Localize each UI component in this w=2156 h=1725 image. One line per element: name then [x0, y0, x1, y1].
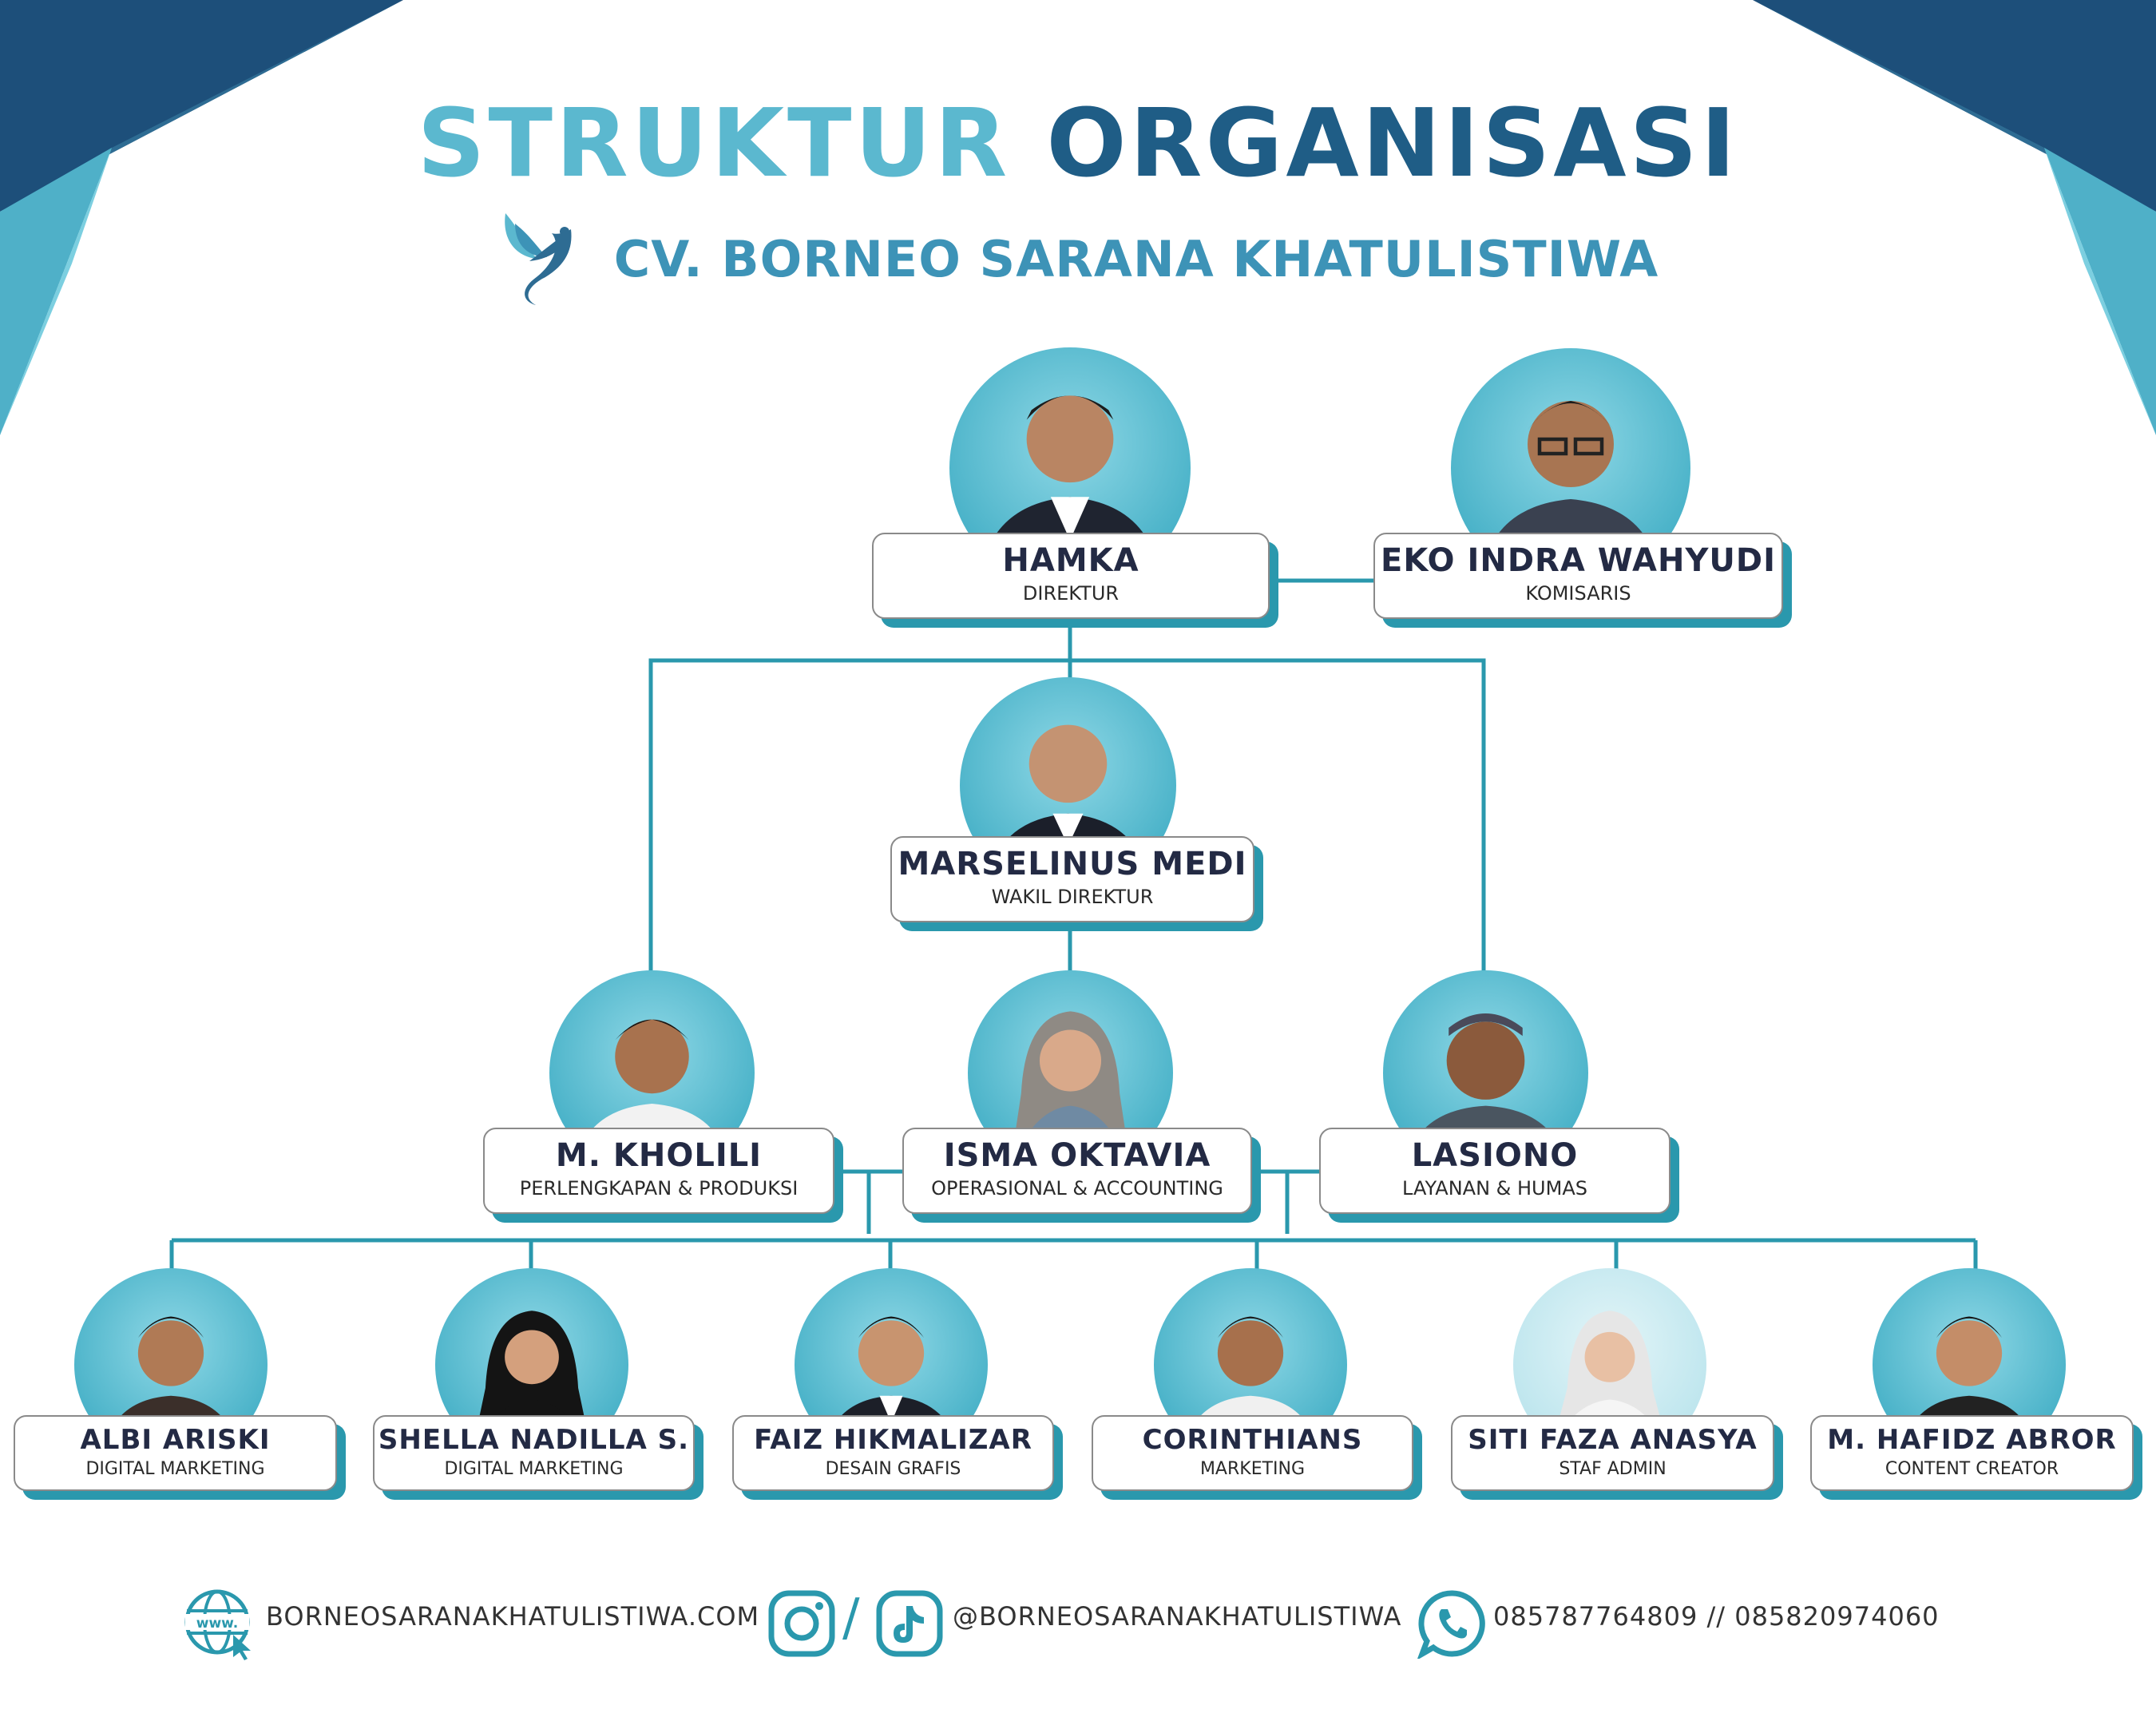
instagram-icon[interactable] — [767, 1588, 837, 1659]
website-link[interactable]: BORNEOSARANAKHATULISTIWA.COM — [266, 1601, 760, 1632]
name-staff-6: M. HAFIDZ ABROR — [1827, 1424, 2117, 1456]
name-staff-5: SITI FAZA ANASYA — [1468, 1424, 1758, 1456]
card-staff-3 — [732, 1415, 1054, 1491]
footer — [0, 1577, 2156, 1657]
name-staff-4: CORINTHIANS — [1142, 1424, 1363, 1456]
globe-www-icon[interactable] — [182, 1587, 256, 1660]
card-staff-2 — [373, 1415, 695, 1491]
card-manager-3 — [1319, 1128, 1671, 1214]
tiktok-icon[interactable] — [874, 1588, 945, 1659]
name-manager-2: ISMA OKTAVIA — [943, 1137, 1211, 1174]
whatsapp-icon[interactable] — [1417, 1588, 1488, 1659]
card-manager-2 — [902, 1128, 1252, 1214]
name-manager-1: M. KHOLILI — [555, 1137, 763, 1174]
role-staff-6: CONTENT CREATOR — [1885, 1459, 2059, 1480]
social-handle[interactable]: @BORNEOSARANAKHATULISTIWA — [953, 1601, 1402, 1632]
card-staff-1 — [14, 1415, 337, 1491]
role-manager-1: PERLENGKAPAN & PRODUKSI — [519, 1177, 799, 1200]
role-manager-3: LAYANAN & HUMAS — [1402, 1177, 1587, 1200]
company-name: CV. BORNEO SARANA KHATULISTIWA — [613, 230, 1659, 288]
card-staff-6 — [1810, 1415, 2134, 1491]
svg-text:www.: www. — [196, 1616, 239, 1632]
card-manager-1 — [483, 1128, 834, 1214]
role-komisaris: KOMISARIS — [1525, 582, 1631, 605]
card-staff-5 — [1451, 1415, 1774, 1491]
title-part2: ORGANISASI — [1046, 88, 1739, 198]
role-direktur: DIREKTUR — [1022, 582, 1120, 605]
role-staff-4: MARKETING — [1199, 1459, 1306, 1480]
name-staff-3: FAIZ HIKMALIZAR — [754, 1424, 1032, 1456]
title-part1: STRUKTUR — [417, 88, 1011, 198]
name-komisaris: EKO INDRA WAHYUDI — [1381, 542, 1776, 579]
social-separator: / — [842, 1588, 861, 1648]
card-komisaris — [1373, 533, 1783, 619]
role-manager-2: OPERASIONAL & ACCOUNTING — [931, 1177, 1223, 1200]
phone-numbers[interactable]: 085787764809 // 085820974060 — [1493, 1601, 1940, 1632]
card-wakil-direktur — [890, 836, 1254, 922]
role-wakil-direktur: WAKIL DIREKTUR — [991, 886, 1154, 908]
name-wakil-direktur: MARSELINUS MEDI — [898, 846, 1247, 882]
role-staff-5: STAF ADMIN — [1559, 1459, 1667, 1480]
name-direktur: HAMKA — [1002, 542, 1139, 579]
name-staff-1: ALBI ARISKI — [80, 1424, 271, 1456]
card-direktur — [872, 533, 1270, 619]
name-manager-3: LASIONO — [1411, 1137, 1579, 1174]
card-staff-4 — [1092, 1415, 1413, 1491]
role-staff-3: DESAIN GRAFIS — [825, 1459, 961, 1480]
role-staff-1: DIGITAL MARKETING — [85, 1459, 265, 1480]
name-staff-2: SHELLA NADILLA S. — [378, 1424, 690, 1456]
role-staff-2: DIGITAL MARKETING — [444, 1459, 624, 1480]
